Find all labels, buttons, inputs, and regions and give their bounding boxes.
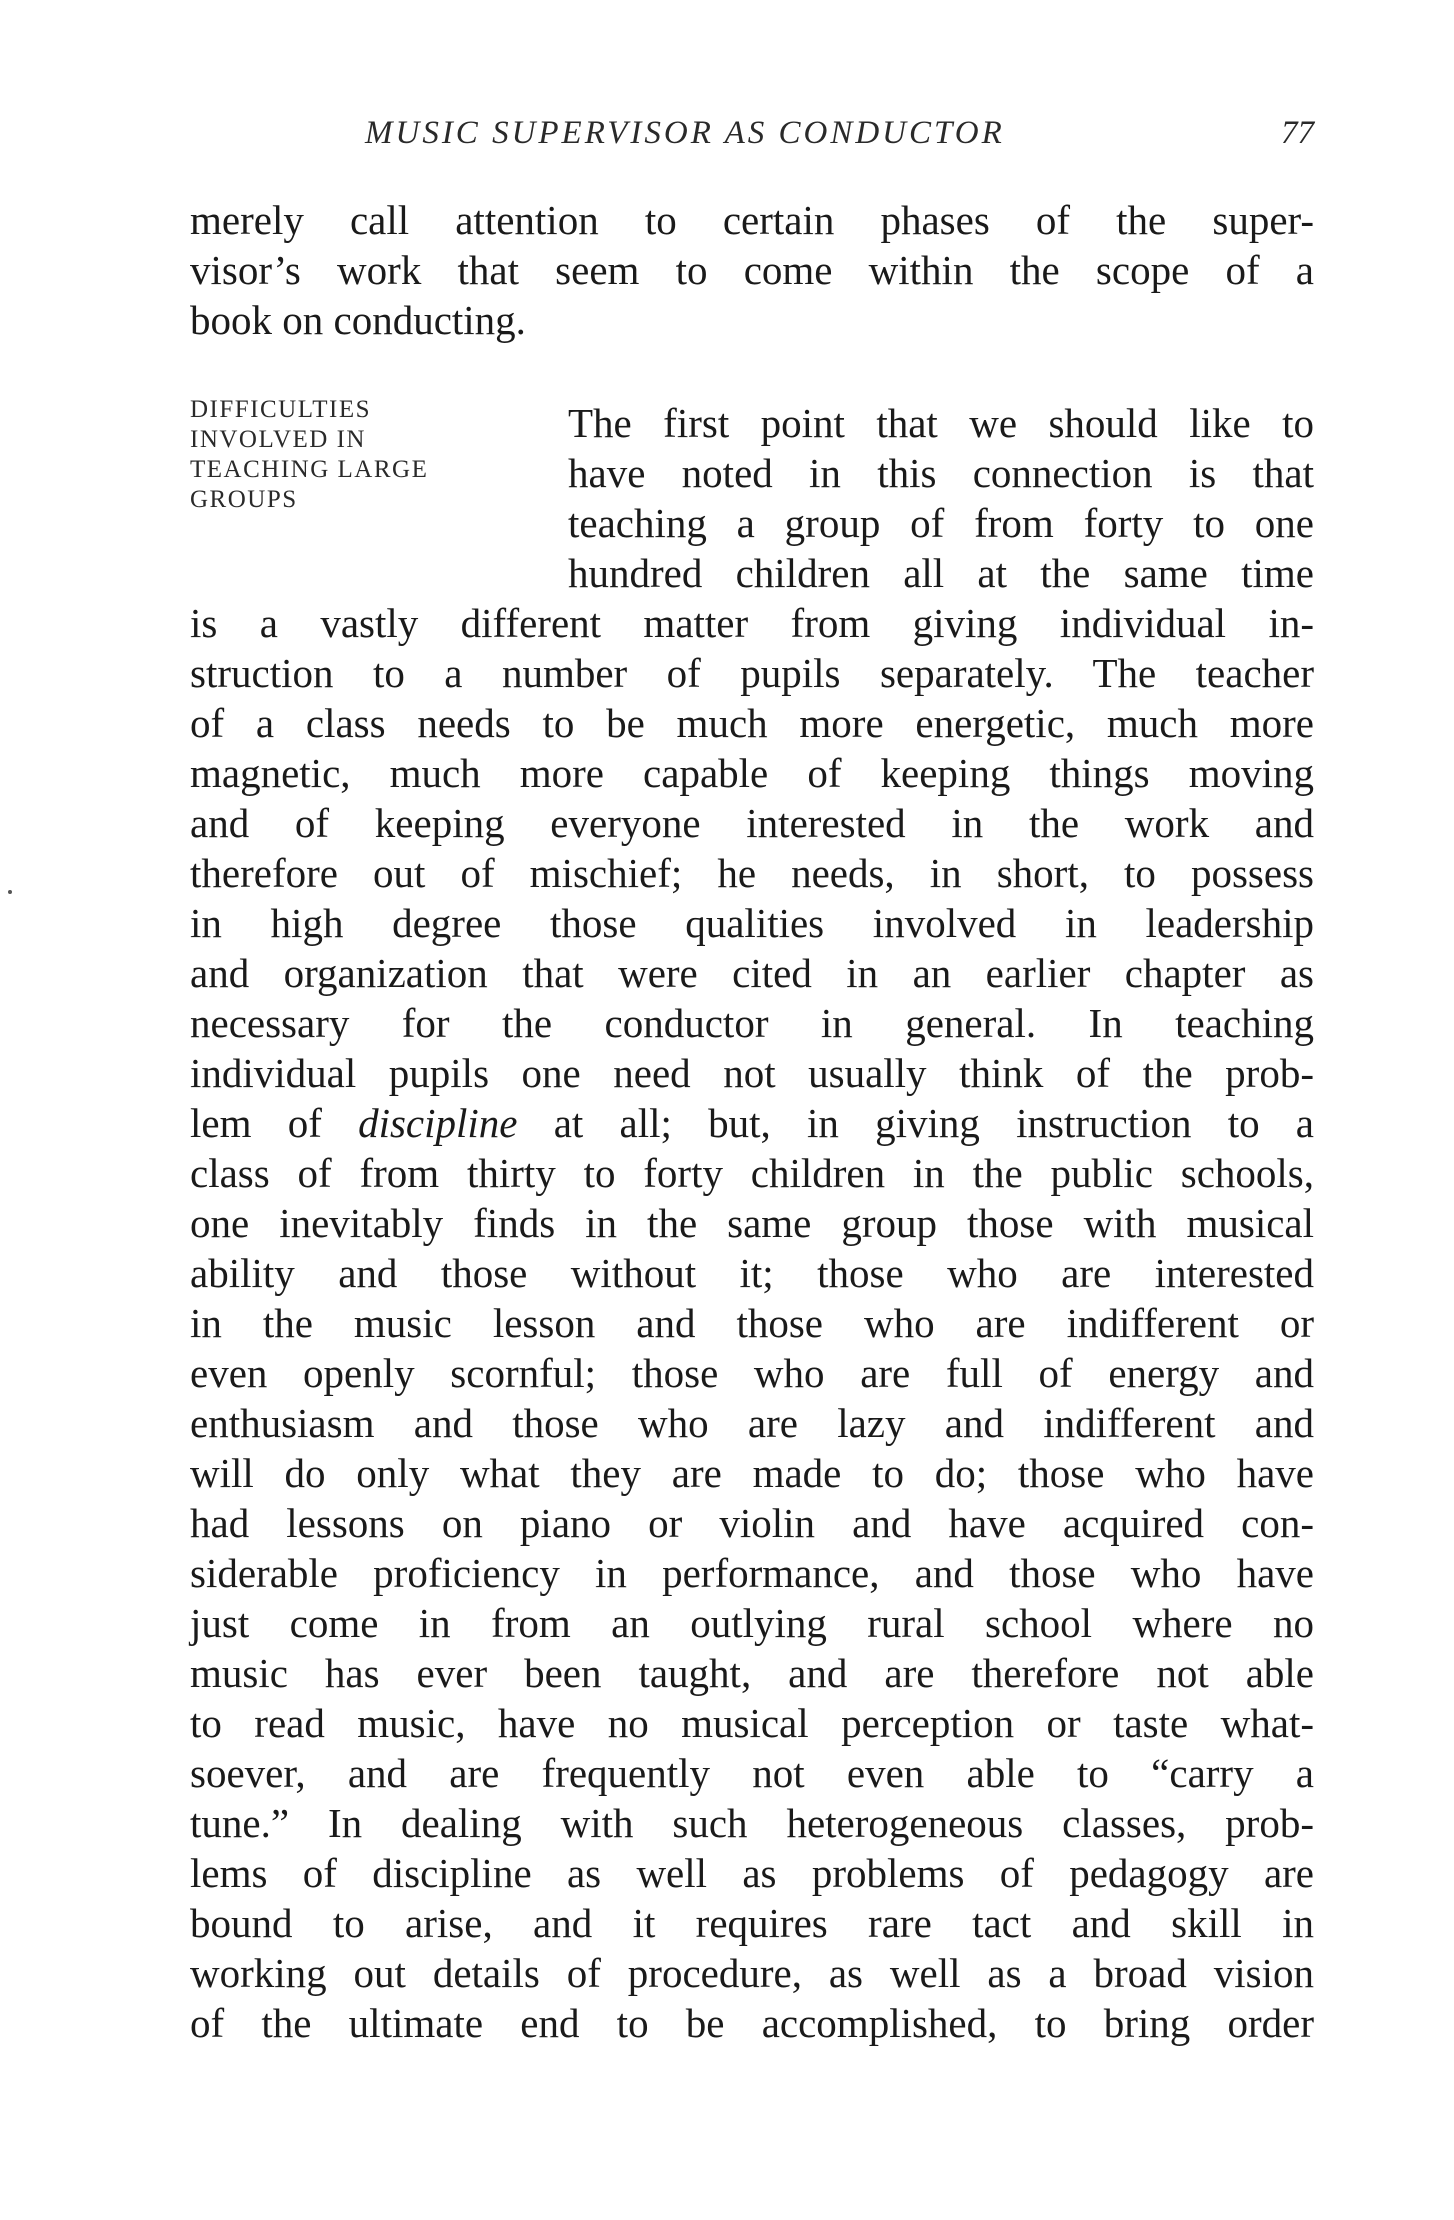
body-line: and organization that were cited in an earlier chapter as: [190, 950, 1314, 996]
margin-note-line: TEACHING LARGE: [190, 456, 429, 483]
body-line: merely call attention to certain phases of the super-: [190, 197, 1314, 243]
body-line: and of keeping everyone interested in the work and: [190, 800, 1314, 846]
body-line: The first point that we should like to: [568, 400, 1314, 446]
body-line: teaching a group of from forty to one: [568, 500, 1314, 546]
text-segment: at all; but, in giving instruction to a: [517, 1100, 1314, 1146]
margin-note-line: INVOLVED IN: [190, 426, 366, 453]
text-segment: lem of: [190, 1100, 359, 1146]
body-line: lems of discipline as well as problems of pedagogy are: [190, 1850, 1314, 1896]
body-line: just come in from an outlying rural school where no: [190, 1600, 1314, 1646]
body-line: book on conducting.: [190, 297, 526, 343]
body-line: therefore out of mischief; he needs, in short, to possess: [190, 850, 1314, 896]
body-line-discipline: [190, 1098, 1314, 1148]
body-line: class of from thirty to forty children in the public schools,: [190, 1150, 1314, 1196]
page-header: [190, 108, 1314, 158]
body-line: in the music lesson and those who are indifferent or: [190, 1300, 1314, 1346]
margin-note: [190, 395, 530, 515]
body-line: will do only what they are made to do; those who have: [190, 1450, 1314, 1496]
body-line: ability and those without it; those who are interested: [190, 1250, 1314, 1296]
emphasized-word: discipline: [358, 1100, 518, 1146]
body-line: music has ever been taught, and are therefore not able: [190, 1650, 1314, 1696]
body-line: hundred children all at the same time: [568, 550, 1314, 596]
body-line: siderable proficiency in performance, and those who have: [190, 1550, 1314, 1596]
body-line: one inevitably finds in the same group those with musical: [190, 1200, 1314, 1246]
body-line: necessary for the conductor in general. In teaching: [190, 1000, 1314, 1046]
margin-note-line: GROUPS: [190, 486, 298, 513]
body-line: visor’s work that seem to come within the scope of a: [190, 247, 1314, 293]
body-line: in high degree those qualities involved in leadership: [190, 900, 1314, 946]
body-line: enthusiasm and those who are lazy and indifferent and: [190, 1400, 1314, 1446]
margin-note-line: DIFFICULTIES: [190, 396, 371, 423]
body-line: tune.” In dealing with such heterogeneous classes, prob-: [190, 1800, 1314, 1846]
body-line: individual pupils one need not usually think of the prob-: [190, 1050, 1314, 1096]
running-head: MUSIC SUPERVISOR AS CONDUCTOR: [365, 115, 1005, 151]
body-line: is a vastly different matter from giving individual in-: [190, 600, 1314, 646]
body-line: had lessons on piano or violin and have acquired con-: [190, 1500, 1314, 1546]
body-line: have noted in this connection is that: [568, 450, 1314, 496]
body-line: of the ultimate end to be accomplished, to bring order: [190, 2000, 1314, 2046]
body-line: even openly scornful; those who are full of energy and: [190, 1350, 1314, 1396]
stray-ink-mark: [8, 890, 12, 894]
page-number: 77: [1281, 115, 1314, 151]
body-line: working out details of procedure, as well as a broad vision: [190, 1950, 1314, 1996]
body-line: struction to a number of pupils separately. The teacher: [190, 650, 1314, 696]
body-line: magnetic, much more capable of keeping things moving: [190, 750, 1314, 796]
body-line: to read music, have no musical perception or taste what-: [190, 1700, 1314, 1746]
body-line: bound to arise, and it requires rare tact and skill in: [190, 1900, 1314, 1946]
body-line: soever, and are frequently not even able to “carry a: [190, 1750, 1314, 1796]
body-line: of a class needs to be much more energetic, much more: [190, 700, 1314, 746]
